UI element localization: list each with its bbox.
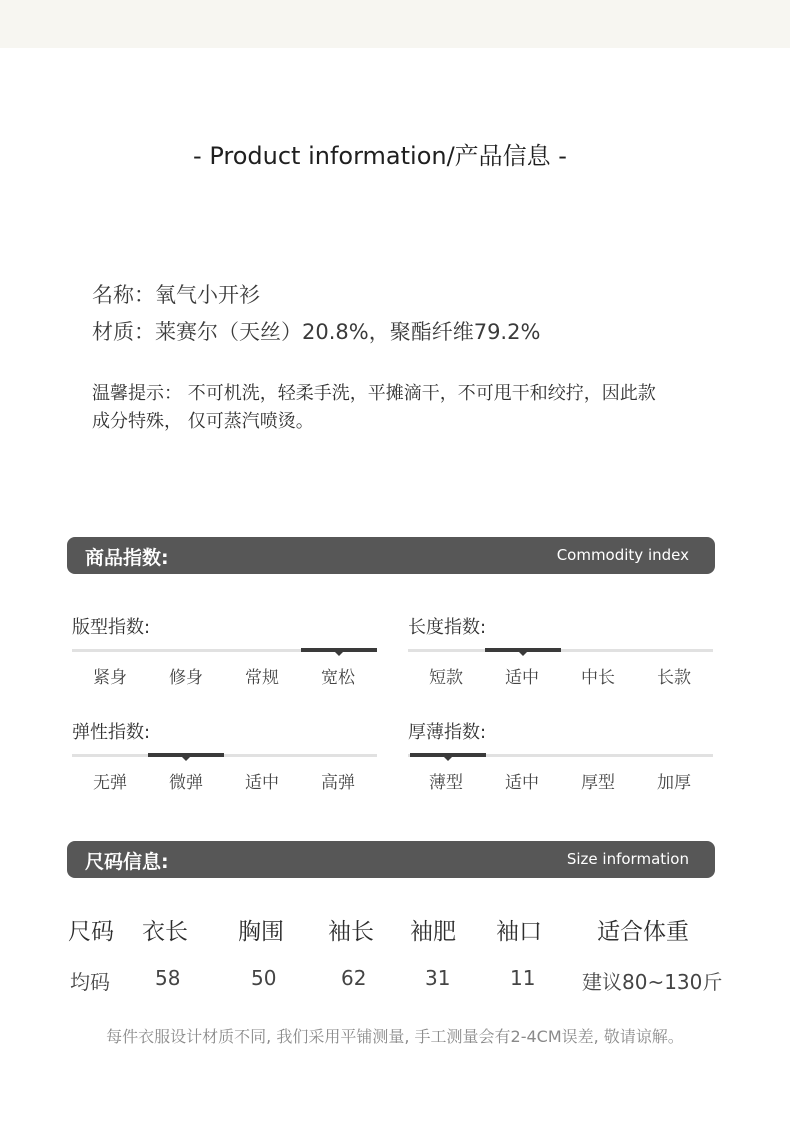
- index-option: 无弹: [93, 773, 127, 793]
- section-title: - Product information/产品信息 -: [193, 142, 567, 170]
- index-label: 弹性指数:: [72, 722, 151, 743]
- size-header-weight: 适合体重: [597, 919, 689, 945]
- index-selected-marker: [181, 756, 191, 761]
- banner-subtitle: Size information: [566, 850, 689, 868]
- index-option: 加厚: [657, 773, 691, 793]
- index-option: 修身: [169, 668, 203, 688]
- length-index: [408, 613, 716, 693]
- index-option: 高弹: [321, 773, 355, 793]
- size-header-cuff: 袖口: [496, 919, 542, 945]
- size-value-size: 均码: [70, 970, 110, 994]
- index-option: 短款: [429, 668, 463, 688]
- index-option: 紧身: [93, 668, 127, 688]
- banner-title: 尺码信息:: [85, 851, 169, 873]
- care-tip-line-1: 温馨提示： 不可机洗，轻柔手洗，平摊滴干，不可甩干和绞拧，因此款: [92, 383, 656, 404]
- care-tip: [92, 380, 712, 436]
- index-label: 版型指数:: [72, 617, 151, 638]
- size-header-size: 尺码: [68, 919, 114, 945]
- fit-index: [72, 613, 380, 693]
- size-value-chest: 50: [251, 966, 277, 990]
- size-header-chest: 胸围: [238, 919, 284, 945]
- product-material: 材质：莱赛尔（天丝）20.8%，聚酯纤维79.2%: [92, 320, 541, 344]
- index-option: 适中: [245, 773, 279, 793]
- banner-title: 商品指数:: [85, 547, 169, 569]
- index-option: 常规: [245, 668, 279, 688]
- index-label: 厚薄指数:: [408, 722, 487, 743]
- size-information-banner: [67, 841, 715, 878]
- index-track: [72, 754, 377, 757]
- index-option: 适中: [505, 668, 539, 688]
- top-strip: [0, 0, 790, 48]
- size-header-length: 衣长: [142, 919, 188, 945]
- size-value-sleeve-width: 31: [425, 966, 451, 990]
- size-value-length: 58: [155, 966, 181, 990]
- banner-subtitle: Commodity index: [556, 546, 689, 564]
- index-selected-marker: [443, 756, 453, 761]
- index-option: 厚型: [581, 773, 615, 793]
- size-header-sleeve-length: 袖长: [328, 919, 374, 945]
- thickness-index: [408, 718, 716, 798]
- size-value-weight: 建议80~130斤: [582, 970, 723, 994]
- index-option: 中长: [581, 668, 615, 688]
- product-name: 名称：氧气小开衫: [92, 283, 260, 307]
- size-value-sleeve-length: 62: [341, 966, 367, 990]
- index-option: 宽松: [321, 668, 355, 688]
- measurement-footnote: 每件衣服设计材质不同, 我们采用平铺测量, 手工测量会有2-4CM误差, 敬请谅解。: [106, 1027, 684, 1046]
- care-tip-line-2: 成分特殊， 仅可蒸汽喷烫。: [92, 411, 314, 432]
- index-option: 微弹: [169, 773, 203, 793]
- size-value-cuff: 11: [510, 966, 536, 990]
- elasticity-index: [72, 718, 380, 798]
- index-option: 适中: [505, 773, 539, 793]
- size-header-sleeve-width: 袖肥: [410, 919, 456, 945]
- index-label: 长度指数:: [408, 617, 487, 638]
- commodity-index-banner: [67, 537, 715, 574]
- index-option: 薄型: [429, 773, 463, 793]
- index-option: 长款: [657, 668, 691, 688]
- index-selected-marker: [334, 651, 344, 656]
- index-selected-marker: [518, 651, 528, 656]
